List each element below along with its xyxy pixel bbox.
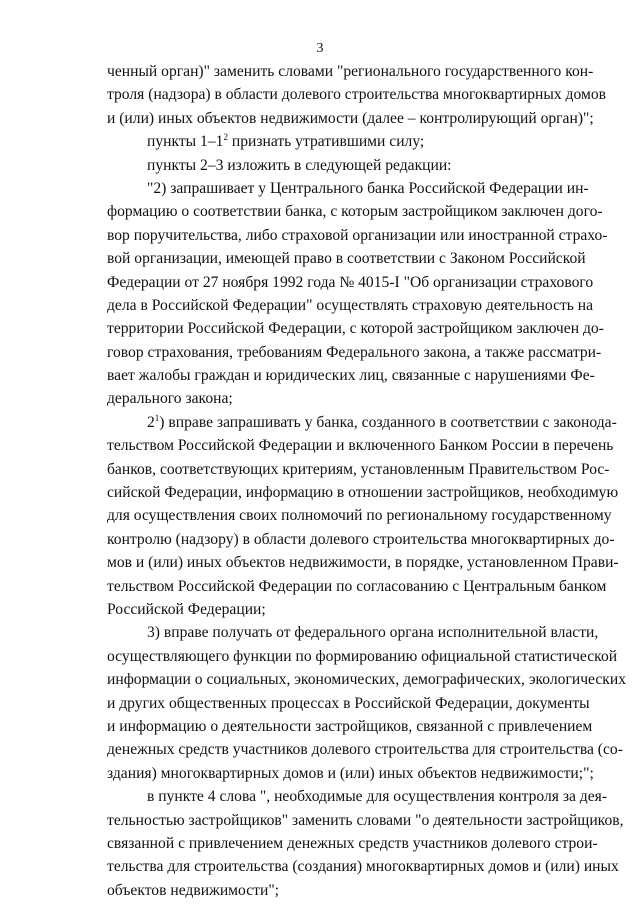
text-line: Федерации от 27 ноября 1992 года № 4015-I "Об организации страхового	[107, 273, 594, 291]
text-line: мов и (или) иных объектов недвижимости, в порядке, установленном Прави-	[107, 554, 619, 572]
text-line: тельством Российской Федерации по согласованию с Центральным банком	[107, 577, 607, 595]
text-line: дела в Российской Федерации" осуществлять страховую деятельность на	[107, 296, 594, 314]
text-line: Российской Федерации;	[107, 600, 266, 618]
text-line: пункты 2–3 изложить в следующей редакции:	[147, 156, 452, 174]
text-line: "2) запрашивает у Центрального банка Российской Федерации ин-	[147, 179, 589, 197]
text-run: ) вправе запрашивать у банка, созданного в соответствии с законода-	[159, 413, 617, 431]
text-line: дерального закона;	[107, 390, 233, 408]
superscript: 1	[154, 412, 160, 423]
page-number: 3	[316, 41, 324, 56]
text-line: связанной с привлечением денежных средств участников долевого строи-	[107, 834, 598, 852]
paragraph	[107, 177, 608, 411]
paragraph	[107, 621, 627, 785]
text-line: банков, соответствующих критериям, установленным Правительством Рос-	[107, 460, 610, 478]
paragraph	[107, 60, 606, 130]
text-line: троля (надзора) в области долевого строительства многоквартирных домов	[107, 86, 606, 104]
text-line: вор поручительства, либо страховой организации или иностранной страхо-	[107, 226, 608, 244]
text-line: здания) многоквартирных домов и (или) иных объектов недвижимости;";	[107, 764, 594, 782]
text-line: осуществляющего функции по формированию официальной статистической	[107, 647, 618, 665]
text-line: информации о социальных, экономических, демографических, экологических	[107, 671, 627, 689]
text-line: говор страхования, требованиям Федерального закона, а также рассматри-	[107, 343, 602, 361]
text-line: тельством Российской Федерации и включенного Банком России в перечень	[107, 437, 614, 455]
text-line: и (или) иных объектов недвижимости (далее – контролирующий орган)";	[107, 109, 594, 127]
text-line: в пункте 4 слова ", необходимые для осуществления контроля за дея-	[147, 788, 608, 806]
text-line: денежных средств участников долевого строительства для строительства (со-	[107, 741, 623, 759]
superscript: 2	[223, 132, 228, 143]
text-line: тельства для строительства (создания) многоквартирных домов и (или) иных	[107, 858, 619, 876]
text-line: территории Российской Федерации, с которой застройщиком заключен до-	[107, 320, 604, 338]
paragraph	[107, 154, 570, 177]
paragraph	[107, 130, 570, 153]
text-line: и информацию о деятельности застройщиков, связанной с привлечением	[107, 717, 593, 735]
text-line	[107, 411, 617, 434]
text-line: вой организации, имеющей право в соответствии с Законом Российской	[107, 250, 586, 268]
text-run: пункты 1–1	[147, 133, 224, 151]
text-line: вает жалобы граждан и юридических лиц, связанные с нарушениями Фе-	[107, 367, 595, 385]
text-line: и других общественных процессах в Российской Федерации, документы	[107, 694, 590, 712]
text-run: 2	[147, 413, 155, 431]
text-line: формацию о соответствии банка, с которым застройщиком заключен дого-	[107, 203, 603, 221]
text-line	[107, 130, 570, 153]
document-body	[107, 60, 627, 902]
text-line: объектов недвижимости";	[107, 881, 280, 899]
paragraph	[107, 411, 619, 622]
text-run: признать утратившими силу;	[227, 133, 425, 151]
text-line: сийской Федерации, информацию в отношении застройщиков, необходимую	[107, 484, 619, 502]
text-line: 3) вправе получать от федерального органа исполнительной власти,	[147, 624, 599, 642]
text-line: для осуществления своих полномочий по региональному государственному	[107, 507, 612, 525]
paragraph	[107, 785, 624, 902]
text-line: ченный орган)" заменить словами "регионального государственного кон-	[107, 63, 594, 80]
text-line: тельностью застройщиков" заменить словами "о деятельности застройщиков,	[107, 811, 624, 829]
text-line: контролю (надзору) в области долевого строительства многоквартирных до-	[107, 530, 615, 548]
